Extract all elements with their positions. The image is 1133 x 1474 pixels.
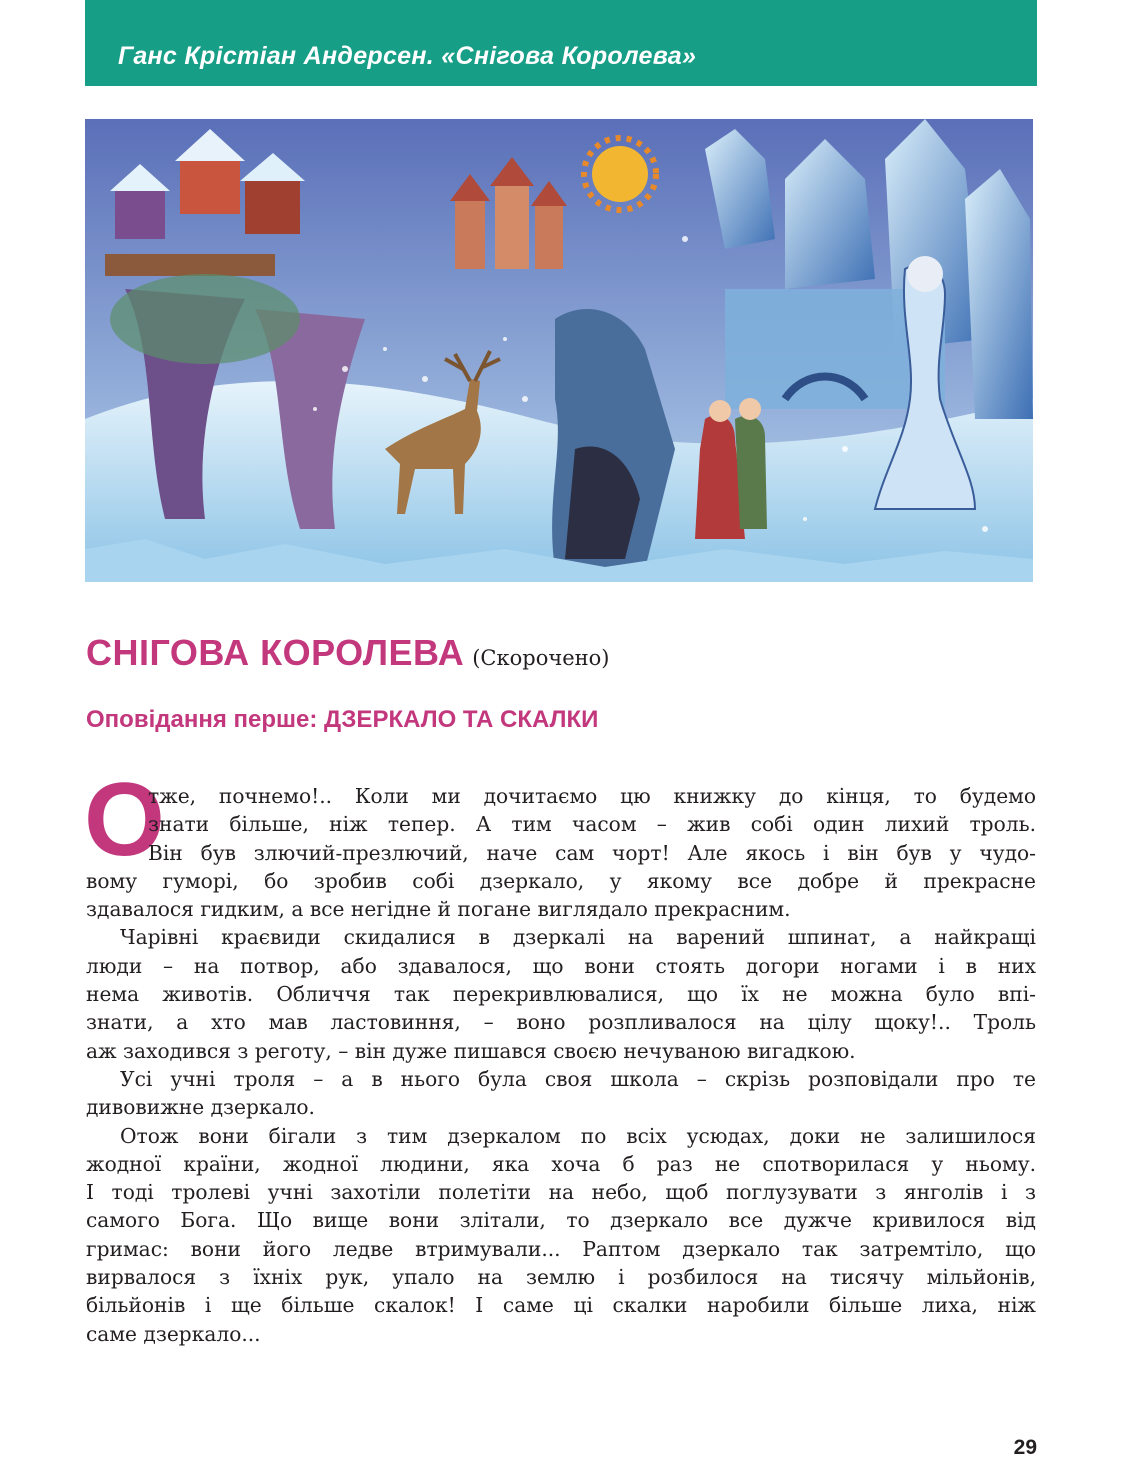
- page-number: 29: [1013, 1436, 1037, 1459]
- text-line: дивовижне дзеркало.: [86, 1095, 315, 1120]
- chapter-title: Оповідання перше: ДЗЕРКАЛО ТА СКАЛКИ: [86, 706, 599, 733]
- text-line: вому гуморі, бо зробив собі дзеркало, у якому все добре й прекрасне: [86, 868, 1036, 893]
- text-line: самого Бога. Що вище вони злітали, то дзеркало все дужче кривилося від: [86, 1208, 1036, 1233]
- text-line: більйонів і ще більше скалок! І саме ці скалки наробили більше лиха, ніж: [86, 1293, 1036, 1318]
- text-line: знати, а хто мав ластовиння, – воно розпливалося на цілу щоку!.. Троль: [86, 1010, 1036, 1035]
- running-header-title: Ганс Крістіан Андерсен. «Снігова Королева»: [118, 42, 697, 70]
- text-line: Він був злючий-презлючий, наче сам чорт! Але якось і він був у чудо-: [148, 840, 1036, 865]
- story-body: [86, 782, 1036, 1348]
- drop-cap: О: [84, 762, 165, 878]
- text-line: люди – на потвор, або здавалося, що вони стоять догори ногами і в них: [86, 953, 1036, 978]
- text-line: здавалося гидким, а все негідне й погане виглядало прекрасним.: [86, 897, 791, 922]
- text-line: Отож вони бігали з тим дзеркалом по всіх усюдах, доки не залишилося: [120, 1123, 1036, 1148]
- text-line: Чарівні краєвиди скидалися в дзеркалі на варений шпинат, а найкращі: [120, 925, 1036, 950]
- snow-queen-illustration: [85, 119, 1033, 582]
- header-band: [85, 0, 1037, 86]
- text-line: аж заходився з реготу, – він дуже пишався своєю нечуваною вигадкою.: [86, 1038, 856, 1063]
- text-line: знати більше, ніж тепер. А тим часом – жив собі один лихий троль.: [148, 812, 1036, 837]
- story-title-note: (Скорочено): [472, 646, 610, 670]
- text-line: вирвалося з їхніх рук, упало на землю і розбилося на тисячу мільйонів,: [86, 1265, 1036, 1290]
- text-line: жодної країни, жодної людини, яка хоча б раз не спотворилася у ньому.: [86, 1151, 1036, 1176]
- text-line: саме дзеркало...: [86, 1321, 261, 1346]
- text-line: І тоді тролеві учні захотіли полетіти на небо, щоб поглузувати з янголів і з: [86, 1180, 1036, 1205]
- story-title-main: СНІГОВА КОРОЛЕВА: [86, 632, 465, 673]
- text-line: гримас: вони його ледве втримували... Раптом дзеркало так затремтіло, що: [86, 1236, 1036, 1261]
- text-line: тже, почнемо!.. Коли ми дочитаємо цю книжку до кінця, то будемо: [148, 784, 1036, 808]
- text-line: нема животів. Обличчя так перекривлювалися, що їх не можна було впі-: [86, 982, 1036, 1007]
- story-title: [86, 632, 610, 674]
- text-line: Усі учні троля – а в нього була своя школа – скрізь розповідали про те: [120, 1066, 1036, 1091]
